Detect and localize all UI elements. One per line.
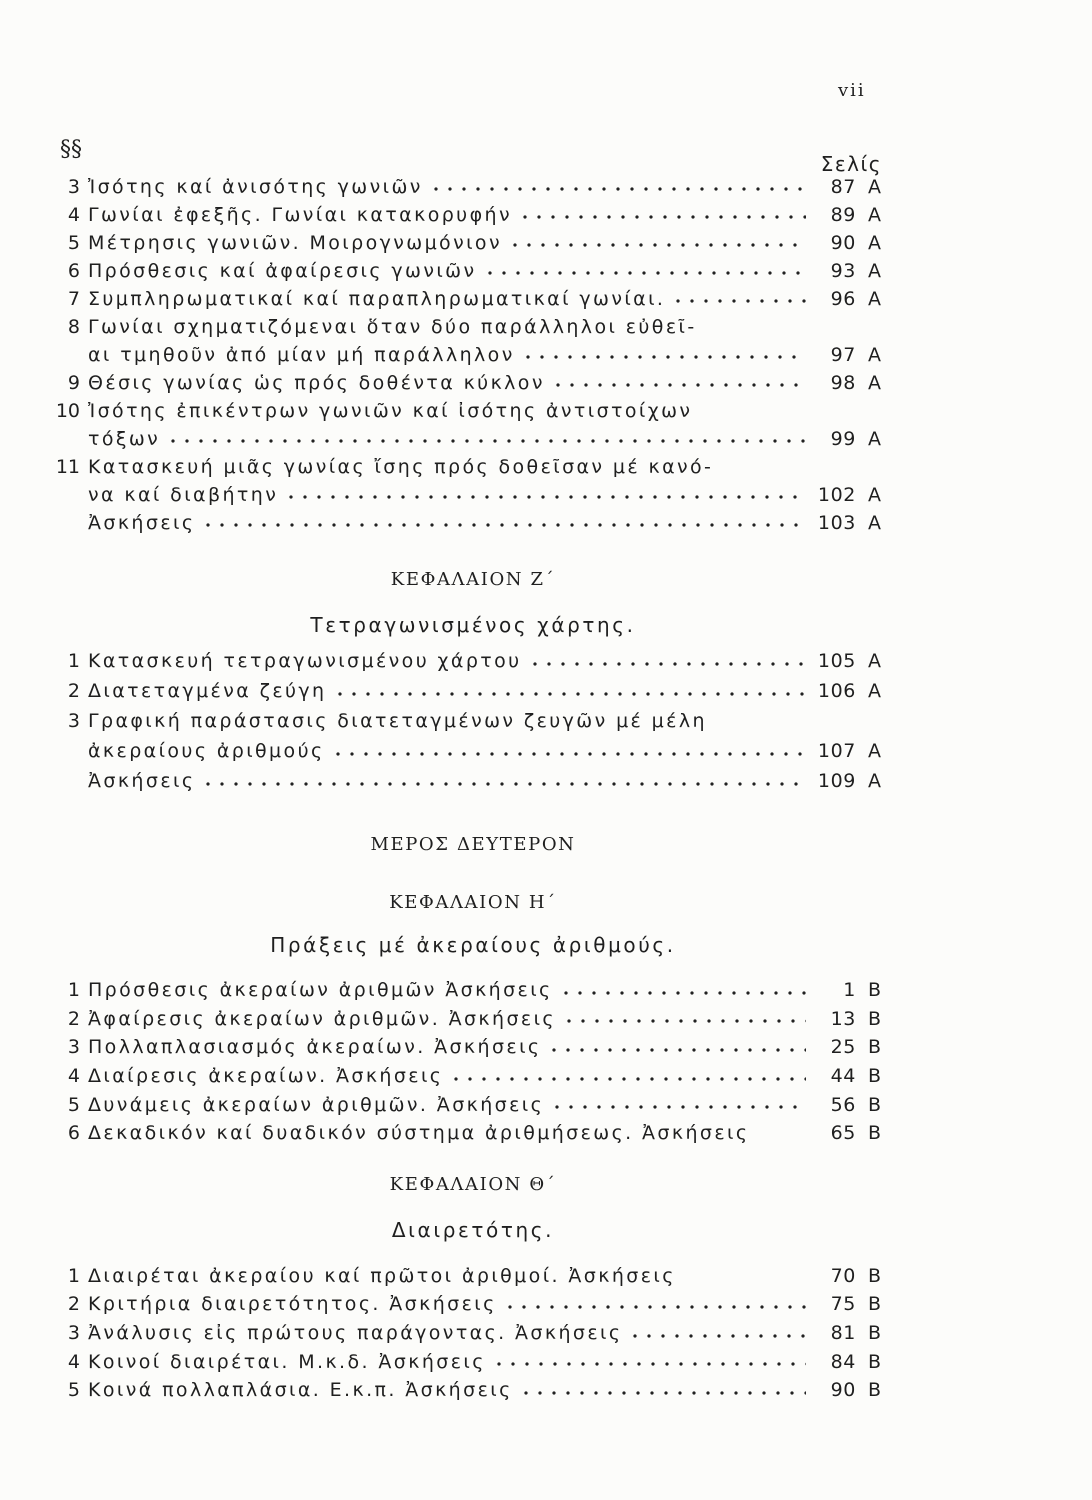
page-series-letter: Β (868, 1065, 882, 1088)
entry-title: Ἰσότης ἐπικέντρων γωνιῶν καί ἰσότης ἀντιστοίχων (88, 400, 693, 422)
toc-entry (48, 397, 898, 425)
entry-title: Δυνάμεις ἀκεραίων ἀριθμῶν. Ἀσκήσεις (88, 1093, 545, 1116)
entry-title: Δεκαδικόν καί δυαδικόν σύστημα ἀριθμήσεως. Ἀσκήσεις (88, 1122, 750, 1145)
entry-number: 5 (67, 232, 80, 254)
toc-header (48, 137, 898, 176)
toc-entry (48, 453, 898, 481)
entry-title: Θέσις γωνίας ὡς πρός δοθέντα κύκλον (88, 372, 545, 394)
entry-number: 2 (67, 1007, 80, 1030)
entry-number: 8 (67, 316, 80, 338)
toc-entry (48, 369, 898, 397)
dot-leader (429, 173, 806, 201)
page-reference: 25 (830, 1036, 856, 1059)
page-series-letter: Α (868, 770, 881, 792)
page-reference: 75 (830, 1293, 856, 1316)
toc-entry (48, 313, 898, 341)
page-reference: 107 (817, 740, 856, 762)
entry-title: Ἰσότης καί ἀνισότης γωνιῶν (88, 176, 423, 198)
page-reference: 81 (830, 1322, 856, 1345)
toc-entry (48, 1033, 898, 1062)
dot-leader (547, 1033, 806, 1062)
page-reference: 90 (830, 232, 856, 254)
entry-title: Κριτήρια διαιρετότητος. Ἀσκήσεις (88, 1293, 497, 1316)
dot-leader (521, 341, 806, 369)
toc-entry-continuation (48, 425, 898, 453)
page-reference: 1 (843, 979, 856, 1002)
chapter-th-subtitle: Διαιρετότης. (391, 1217, 555, 1242)
entry-title: ἀκεραίους ἀριθμούς (88, 740, 325, 762)
toc-entry-continuation (48, 341, 898, 369)
toc-entry (48, 285, 898, 313)
table-of-contents (48, 138, 898, 1405)
entry-title: Πρόσθεσις ἀκεραίων ἀριθμῶν Ἀσκήσεις (88, 979, 553, 1002)
dot-leader (550, 1090, 806, 1119)
toc-entry (48, 706, 898, 736)
page-reference: 99 (830, 428, 856, 450)
page-series-letter: Α (868, 740, 881, 762)
toc-entry (48, 1290, 898, 1319)
dot-leader (508, 229, 806, 257)
dot-leader (331, 736, 806, 766)
entry-number: 9 (67, 372, 80, 394)
entry-title: Γωνίαι σχηματιζόμεναι ὅταν δύο παράλληλοι εὐθεῖ- (88, 316, 697, 338)
dot-leader (201, 509, 806, 537)
entry-number: 3 (67, 1322, 80, 1345)
chapter-z-entries-list (48, 646, 898, 796)
page-series-letter: Β (868, 979, 882, 1002)
dot-leader (449, 1062, 806, 1091)
page-series-letter: Α (868, 344, 881, 366)
page-reference: 70 (830, 1264, 856, 1287)
chapter-h-subtitle: Πράξεις μέ ἀκεραίους ἀριθμούς. (270, 933, 676, 957)
entry-title: Ἀνάλυσις εἰς πρώτους παράγοντας. Ἀσκήσεις (88, 1322, 623, 1345)
entry-number: 1 (67, 1264, 80, 1287)
chapter-z-title: ΚΕΦΑΛΑΙΟΝ Ζ΄ (390, 569, 556, 590)
entry-title: Διατεταγμένα ζεύγη (88, 680, 327, 702)
entry-number: 5 (67, 1379, 80, 1402)
chapter-h-title: ΚΕΦΑΛΑΙΟΝ Η΄ (389, 892, 557, 913)
toc-entry (48, 1262, 898, 1291)
entry-number: 6 (67, 260, 80, 282)
page-reference: 96 (830, 288, 856, 310)
entry-number: 4 (67, 204, 80, 226)
dot-leader (528, 646, 806, 676)
page-reference: 13 (830, 1007, 856, 1030)
page-series-letter: Β (868, 1093, 882, 1116)
page-reference: 44 (830, 1065, 856, 1088)
page-reference: 106 (817, 680, 856, 702)
dot-leader (166, 425, 806, 453)
entry-title: Γραφική παράστασις διατεταγμένων ζευγῶν μέ μέλη (88, 710, 707, 732)
page-series-letter: Α (868, 512, 881, 534)
toc-entry (48, 1376, 898, 1405)
entry-title: Διαιρέται ἀκεραίου καί πρῶτοι ἀριθμοί. Ἀσκήσεις (88, 1264, 676, 1287)
dot-leader (628, 1319, 806, 1348)
page-reference: 90 (830, 1379, 856, 1402)
entry-number: 1 (67, 650, 80, 672)
dot-leader (562, 1005, 806, 1034)
page-series-letter: Β (868, 1007, 882, 1030)
dot-leader (201, 766, 806, 796)
chapter-z-subtitle: Τετραγωνισμένος χάρτης. (310, 613, 636, 637)
toc-entry (48, 173, 898, 201)
page-reference: 84 (830, 1350, 856, 1373)
page-series-letter: Α (868, 176, 881, 198)
entry-title: Γωνίαι ἐφεξῆς. Γωνίαι κατακορυφήν (88, 204, 512, 226)
chapter-th-title: ΚΕΦΑΛΑΙΟΝ Θ΄ (389, 1173, 557, 1195)
toc-entry-continuation (48, 736, 898, 766)
toc-entry (48, 1005, 898, 1034)
page-reference: 87 (830, 176, 856, 198)
page-series-letter: Α (868, 204, 881, 226)
page-series-letter: Β (868, 1264, 882, 1287)
page-series-letter: Α (868, 680, 881, 702)
page-reference: 56 (830, 1093, 856, 1116)
entry-title: Διαίρεσις ἀκεραίων. Ἀσκήσεις (88, 1065, 444, 1088)
toc-entry (48, 646, 898, 676)
toc-entry (48, 257, 898, 285)
toc-entry (48, 1319, 898, 1348)
dot-leader (284, 481, 806, 509)
dot-leader (483, 257, 807, 285)
dot-leader (503, 1290, 806, 1319)
entry-number: 3 (67, 176, 80, 198)
page-series-letter: Α (868, 232, 881, 254)
page-reference: 103 (817, 512, 856, 534)
dot-leader (492, 1347, 806, 1376)
page-reference: 109 (817, 770, 856, 792)
page-reference: 105 (817, 650, 856, 672)
page-series-letter: Α (868, 372, 881, 394)
page-series-letter: Α (868, 484, 881, 506)
entry-number: 7 (67, 288, 80, 310)
toc-entry (48, 1347, 898, 1376)
page-series-letter: Β (868, 1036, 882, 1059)
entry-title: Συμπληρωματικαί καί παραπληρωματικαί γωνίαι. (88, 288, 666, 310)
section-mark: §§ (60, 137, 82, 162)
toc-entry-continuation (48, 481, 898, 509)
page-number: vii (838, 80, 866, 101)
page-series-letter: Α (868, 650, 881, 672)
dot-leader (671, 285, 806, 313)
entry-number: 5 (67, 1093, 80, 1116)
toc-entry (48, 766, 898, 796)
leader-space (755, 1119, 806, 1148)
entry-title: Ἀσκήσεις (88, 512, 196, 534)
entry-number: 10 (55, 400, 80, 422)
toc-entry (48, 229, 898, 257)
entry-title: αι τμηθοῦν ἀπό μίαν μή παράλληλον (88, 344, 515, 366)
part-two-title: ΜΕΡΟΣ ΔΕΥΤΕΡΟΝ (370, 834, 576, 855)
dot-leader (333, 676, 807, 706)
toc-entry (48, 201, 898, 229)
entry-title: Πρόσθεσις καί ἀφαίρεσις γωνιῶν (88, 260, 477, 282)
page-series-letter: Β (868, 1122, 882, 1145)
toc-entry (48, 676, 898, 706)
dot-leader (518, 201, 806, 229)
page-series-letter: Α (868, 260, 881, 282)
toc-entry (48, 509, 898, 537)
entry-number: 3 (67, 1036, 80, 1059)
page-series-letter: Β (868, 1322, 882, 1345)
entry-title: Πολλαπλασιασμός ἀκεραίων. Ἀσκήσεις (88, 1036, 542, 1059)
page-series-letter: Β (868, 1350, 882, 1373)
toc-entry (48, 1062, 898, 1091)
continued-entries-list (48, 173, 898, 537)
entry-number: 3 (67, 710, 80, 732)
page-series-letter: Β (868, 1293, 882, 1316)
page-reference: 89 (830, 204, 856, 226)
entry-number: 6 (67, 1122, 80, 1145)
toc-entry (48, 1119, 898, 1148)
page-series-letter: Α (868, 288, 881, 310)
dot-leader (559, 976, 806, 1005)
entry-title: να καί διαβήτην (88, 484, 279, 506)
leader-space (682, 1262, 806, 1291)
entry-title: Κοινά πολλαπλάσια. Ε.κ.π. Ἀσκήσεις (88, 1379, 513, 1402)
chapter-th-entries-list (48, 1262, 898, 1405)
entry-title: Μέτρησις γωνιῶν. Μοιρογνωμόνιον (88, 232, 502, 254)
entry-title: τόξων (88, 428, 161, 450)
page-reference: 65 (830, 1122, 856, 1145)
chapter-h-entries-list (48, 976, 898, 1148)
entry-number: 4 (67, 1065, 80, 1088)
dot-leader (551, 369, 806, 397)
page-reference: 93 (830, 260, 856, 282)
page-reference: 98 (830, 372, 856, 394)
entry-title: Ἀφαίρεσις ἀκεραίων ἀριθμῶν. Ἀσκήσεις (88, 1007, 556, 1030)
entry-number: 4 (67, 1350, 80, 1373)
entry-title: Κατασκευή μιᾶς γωνίας ἴσης πρός δοθεῖσαν μέ κανό- (88, 456, 714, 478)
entry-number: 2 (67, 1293, 80, 1316)
page-reference: 102 (817, 484, 856, 506)
toc-entry (48, 1090, 898, 1119)
page-series-letter: Α (868, 428, 881, 450)
entry-number: 2 (67, 680, 80, 702)
entry-title: Κοινοί διαιρέται. Μ.κ.δ. Ἀσκήσεις (88, 1350, 486, 1373)
entry-title: Κατασκευή τετραγωνισμένου χάρτου (88, 650, 522, 672)
entry-number: 11 (55, 456, 80, 478)
entry-title: Ἀσκήσεις (88, 770, 196, 792)
page-reference: 97 (830, 344, 856, 366)
toc-entry (48, 976, 898, 1005)
dot-leader (519, 1376, 806, 1405)
page-series-letter: Β (868, 1379, 882, 1402)
page-column-label: Σελίς (820, 152, 882, 176)
entry-number: 1 (67, 979, 80, 1002)
